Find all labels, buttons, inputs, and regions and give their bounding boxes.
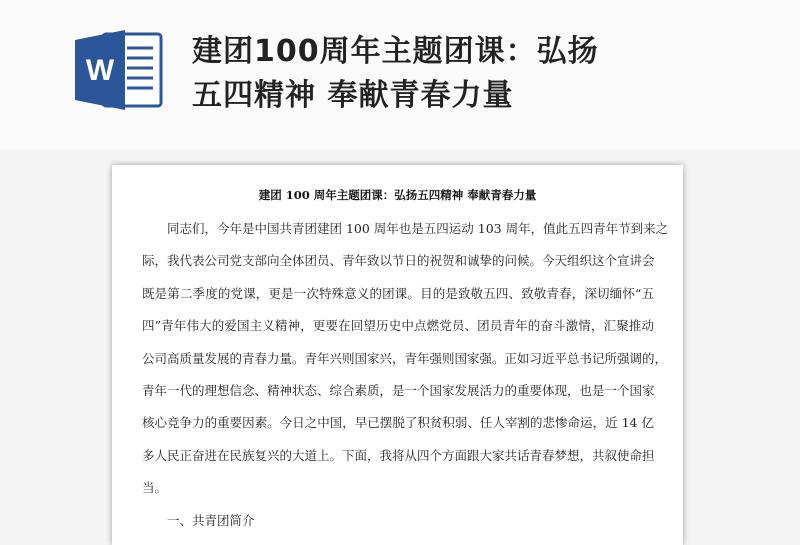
document-title: 建团 100 周年主题团课：弘扬五四精神 奉献青春力量 xyxy=(258,188,537,202)
paragraph-line: 同志们，今年是中国共青团建团 100 周年也是五四运动 103 周年，值此五四青年节到来之 xyxy=(167,221,669,236)
paragraph-line: 际，我代表公司党支部向全体团员、青年致以节日的祝贺和诚挚的问候。今天组织这个宣讲会 xyxy=(142,253,655,269)
word-icon-letter: W xyxy=(85,54,115,87)
page-title xyxy=(192,30,599,118)
paragraph-line: 当。 xyxy=(142,480,168,496)
document-body xyxy=(142,213,669,537)
paragraph-line: 既是第二季度的党课，更是一次特殊意义的团课。目的是致敬五四、致敬青春，深切缅怀“五 xyxy=(142,285,654,301)
paragraph-line: 四”青年伟大的爱国主义精神，更要在回望历史中点燃党员、团员青年的奋斗激情，汇聚推动 xyxy=(142,318,654,334)
document-page xyxy=(112,165,683,545)
word-icon xyxy=(75,30,163,110)
header-banner xyxy=(0,0,800,150)
section-heading: 一、共青团简介 xyxy=(167,512,255,528)
paragraph-line: 多人民正奋进在民族复兴的大道上。下面，我将从四个方面跟大家共话青春梦想，共叙使命担 xyxy=(142,447,655,463)
paragraph-line: 青年一代的理想信念、精神状态、综合素质，是一个国家发展活力的重要体现，也是一个国家 xyxy=(142,383,655,399)
paragraph-line: 公司高质量发展的青春力量。青年兴则国家兴，青年强则国家强。正如习近平总书记所强调的， xyxy=(142,350,668,366)
title-line: 建团100周年主题团课：弘扬 xyxy=(192,34,599,69)
title-line: 五四精神 奉献青春力量 xyxy=(192,78,514,113)
paragraph-line: 核心竞争力的重要因素。今日之中国，早已摆脱了积贫积弱、任人宰割的悲惨命运，近 14 亿 xyxy=(142,415,654,431)
